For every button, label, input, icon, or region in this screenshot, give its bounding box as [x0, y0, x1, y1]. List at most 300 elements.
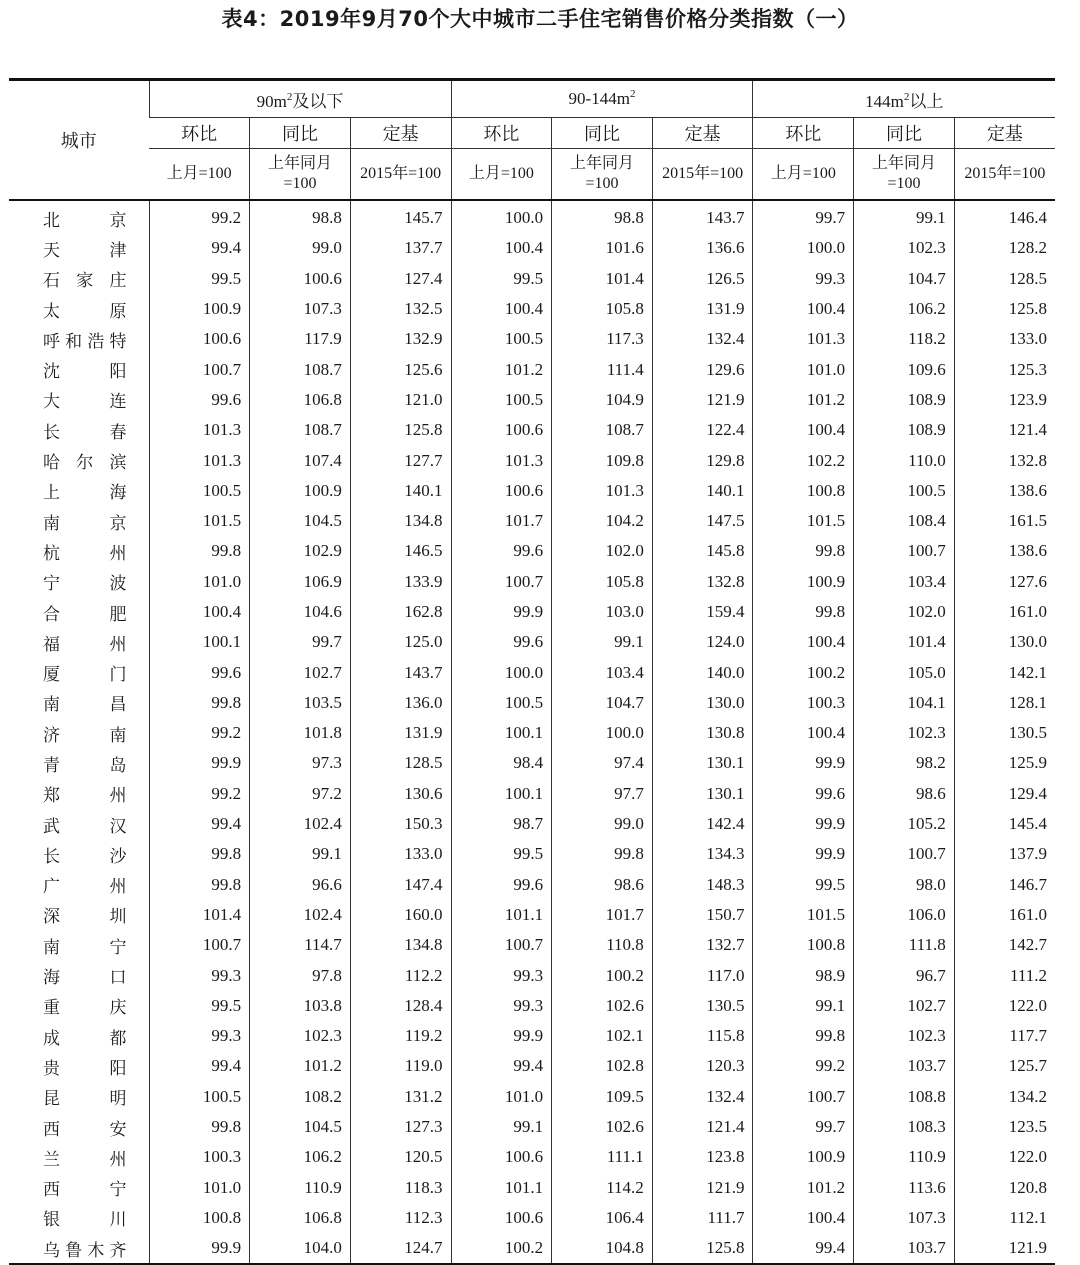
index-value: 104.2 [552, 506, 653, 536]
index-value: 100.7 [451, 567, 552, 597]
index-value: 100.5 [451, 385, 552, 415]
base-header [854, 149, 955, 201]
index-value: 99.2 [149, 779, 250, 809]
index-value: 100.5 [451, 324, 552, 354]
table-row [9, 415, 1055, 445]
index-value: 102.0 [552, 536, 653, 566]
index-value: 110.8 [552, 930, 653, 960]
index-value: 142.7 [954, 930, 1055, 960]
index-value: 112.2 [350, 960, 451, 990]
index-value: 100.4 [451, 233, 552, 263]
index-value: 108.7 [250, 354, 351, 384]
city-name: 长春 [43, 422, 127, 443]
index-value: 121.0 [350, 385, 451, 415]
index-value: 108.4 [854, 506, 955, 536]
index-value: 125.8 [350, 415, 451, 445]
city-name: 哈尔滨 [43, 453, 127, 474]
index-value: 99.3 [149, 1021, 250, 1051]
index-value: 99.6 [451, 627, 552, 657]
index-value: 100.8 [149, 1203, 250, 1233]
index-value: 101.5 [753, 506, 854, 536]
table-row [9, 1173, 1055, 1203]
index-value: 102.9 [250, 536, 351, 566]
index-value: 110.9 [854, 1142, 955, 1172]
index-value: 99.0 [250, 233, 351, 263]
index-value: 102.6 [552, 1112, 653, 1142]
city-name: 乌鲁木齐 [9, 1233, 149, 1264]
index-value: 100.8 [753, 476, 854, 506]
table-row [9, 779, 1055, 809]
index-value: 150.3 [350, 809, 451, 839]
index-value: 99.1 [753, 991, 854, 1021]
index-value: 101.4 [149, 900, 250, 930]
index-value: 101.1 [451, 1173, 552, 1203]
index-value: 99.1 [854, 200, 955, 233]
index-value: 100.7 [753, 1082, 854, 1112]
price-index-table [9, 78, 1055, 1265]
index-value: 133.9 [350, 567, 451, 597]
city-name: 厦门 [43, 665, 127, 686]
index-value: 99.6 [149, 385, 250, 415]
city-name: 沈阳 [43, 362, 127, 383]
index-value: 102.8 [552, 1051, 653, 1081]
index-value: 115.8 [652, 1021, 753, 1051]
index-value: 100.2 [552, 960, 653, 990]
index-value: 128.2 [954, 233, 1055, 263]
index-value: 98.7 [451, 809, 552, 839]
base-header-line2: =100 [585, 175, 619, 192]
index-value: 99.9 [149, 748, 250, 778]
city-name: 青岛 [43, 755, 127, 776]
index-value: 123.9 [954, 385, 1055, 415]
index-value: 101.2 [753, 385, 854, 415]
table-row [9, 536, 1055, 566]
index-value: 104.1 [854, 688, 955, 718]
city-name: 上海 [43, 483, 127, 504]
city-name: 太原 [43, 301, 127, 322]
index-value: 125.8 [652, 1233, 753, 1264]
index-value: 104.7 [854, 264, 955, 294]
table-row [9, 1021, 1055, 1051]
index-value: 101.4 [552, 264, 653, 294]
index-value: 117.7 [954, 1021, 1055, 1051]
index-value: 100.5 [451, 688, 552, 718]
table-row [9, 1142, 1055, 1172]
city-name: 海口 [43, 968, 127, 989]
index-value: 160.0 [350, 900, 451, 930]
index-value: 100.4 [753, 1203, 854, 1233]
index-value: 101.3 [552, 476, 653, 506]
base-header-line1: 上月=100 [468, 165, 534, 182]
index-value: 132.5 [350, 294, 451, 324]
index-value: 128.5 [954, 264, 1055, 294]
index-value: 108.7 [552, 415, 653, 445]
table-row [9, 324, 1055, 354]
index-value: 132.4 [652, 324, 753, 354]
index-value: 137.7 [350, 233, 451, 263]
city-name: 兰州 [43, 1149, 127, 1170]
metric-header: 定基 [954, 118, 1055, 149]
metric-header: 环比 [451, 118, 552, 149]
city-name: 重庆 [43, 998, 127, 1019]
index-value: 122.4 [652, 415, 753, 445]
table-row [9, 597, 1055, 627]
index-value: 148.3 [652, 870, 753, 900]
index-value: 105.0 [854, 657, 955, 687]
index-value: 146.4 [954, 200, 1055, 233]
index-value: 125.9 [954, 748, 1055, 778]
index-value: 100.5 [149, 476, 250, 506]
table-row [9, 1203, 1055, 1233]
table-row [9, 264, 1055, 294]
index-value: 100.3 [149, 1142, 250, 1172]
index-value: 106.8 [250, 1203, 351, 1233]
index-value: 132.8 [652, 567, 753, 597]
city-name: 南昌 [43, 695, 127, 716]
index-value: 99.8 [753, 597, 854, 627]
index-value: 113.6 [854, 1173, 955, 1203]
index-value: 99.9 [753, 839, 854, 869]
base-header [954, 149, 1055, 201]
city-name: 济南 [43, 725, 127, 746]
index-value: 119.2 [350, 1021, 451, 1051]
index-value: 100.6 [451, 1203, 552, 1233]
index-value: 111.8 [854, 930, 955, 960]
index-value: 120.5 [350, 1142, 451, 1172]
index-value: 98.8 [250, 200, 351, 233]
index-value: 101.3 [753, 324, 854, 354]
index-value: 145.8 [652, 536, 753, 566]
index-value: 130.0 [652, 688, 753, 718]
index-value: 99.3 [451, 991, 552, 1021]
index-value: 110.0 [854, 445, 955, 475]
index-value: 99.8 [552, 839, 653, 869]
index-value: 132.8 [954, 445, 1055, 475]
index-value: 99.3 [451, 960, 552, 990]
index-value: 102.3 [854, 1021, 955, 1051]
index-value: 130.1 [652, 748, 753, 778]
index-value: 106.0 [854, 900, 955, 930]
index-value: 138.6 [954, 476, 1055, 506]
index-value: 99.7 [753, 1112, 854, 1142]
index-value: 104.7 [552, 688, 653, 718]
index-value: 100.3 [753, 688, 854, 718]
index-value: 117.0 [652, 960, 753, 990]
index-value: 124.0 [652, 627, 753, 657]
metric-header: 同比 [854, 118, 955, 149]
table-row [9, 233, 1055, 263]
table-row [9, 930, 1055, 960]
index-value: 121.9 [652, 1173, 753, 1203]
index-value: 125.6 [350, 354, 451, 384]
index-value: 133.0 [954, 324, 1055, 354]
index-value: 100.1 [149, 627, 250, 657]
index-value: 121.4 [652, 1112, 753, 1142]
city-name: 合肥 [43, 604, 127, 625]
base-header [350, 149, 451, 201]
index-value: 100.1 [451, 718, 552, 748]
index-value: 125.8 [954, 294, 1055, 324]
index-value: 101.5 [149, 506, 250, 536]
city-column-header: 城市 [9, 80, 149, 201]
index-value: 100.1 [451, 779, 552, 809]
table-row [9, 354, 1055, 384]
index-value: 101.4 [854, 627, 955, 657]
index-value: 99.9 [149, 1233, 250, 1264]
base-header-line1: 上月=100 [770, 165, 836, 182]
index-value: 97.7 [552, 779, 653, 809]
index-value: 104.0 [250, 1233, 351, 1264]
index-value: 111.2 [954, 960, 1055, 990]
index-value: 102.4 [250, 809, 351, 839]
index-value: 161.0 [954, 900, 1055, 930]
table-row [9, 900, 1055, 930]
index-value: 118.3 [350, 1173, 451, 1203]
index-value: 99.5 [149, 991, 250, 1021]
metric-header: 同比 [552, 118, 653, 149]
index-value: 109.6 [854, 354, 955, 384]
index-value: 103.0 [552, 597, 653, 627]
city-name: 呼和浩特 [43, 331, 127, 352]
index-value: 99.7 [753, 200, 854, 233]
city-name: 深圳 [43, 907, 127, 928]
index-value: 99.4 [451, 1051, 552, 1081]
index-value: 111.1 [552, 1142, 653, 1172]
index-value: 99.4 [149, 809, 250, 839]
index-value: 100.5 [854, 476, 955, 506]
index-value: 121.4 [954, 415, 1055, 445]
index-value: 98.4 [451, 748, 552, 778]
index-value: 100.9 [149, 294, 250, 324]
index-value: 100.7 [854, 536, 955, 566]
index-value: 107.3 [854, 1203, 955, 1233]
index-value: 102.0 [854, 597, 955, 627]
index-value: 121.9 [954, 1233, 1055, 1264]
index-value: 128.1 [954, 688, 1055, 718]
index-value: 134.8 [350, 930, 451, 960]
index-value: 98.6 [552, 870, 653, 900]
index-value: 109.5 [552, 1082, 653, 1112]
index-value: 102.2 [753, 445, 854, 475]
index-value: 133.0 [350, 839, 451, 869]
index-value: 99.6 [451, 870, 552, 900]
index-value: 127.7 [350, 445, 451, 475]
index-value: 100.6 [451, 1142, 552, 1172]
index-value: 105.8 [552, 294, 653, 324]
index-value: 103.7 [854, 1051, 955, 1081]
index-value: 99.9 [753, 809, 854, 839]
index-value: 101.2 [250, 1051, 351, 1081]
index-value: 159.4 [652, 597, 753, 627]
city-name: 北京 [43, 210, 127, 231]
table-row [9, 567, 1055, 597]
base-header-line2: =100 [283, 175, 317, 192]
city-name: 大连 [43, 392, 127, 413]
table-row [9, 960, 1055, 990]
index-value: 100.6 [451, 415, 552, 445]
index-value: 105.2 [854, 809, 955, 839]
index-value: 100.4 [753, 415, 854, 445]
index-value: 96.6 [250, 870, 351, 900]
index-value: 128.4 [350, 991, 451, 1021]
index-value: 102.1 [552, 1021, 653, 1051]
index-value: 99.0 [552, 809, 653, 839]
index-value: 124.7 [350, 1233, 451, 1264]
index-value: 100.7 [149, 354, 250, 384]
index-value: 136.6 [652, 233, 753, 263]
table-row [9, 1233, 1055, 1264]
table-row [9, 294, 1055, 324]
index-value: 146.5 [350, 536, 451, 566]
index-value: 99.9 [451, 597, 552, 627]
index-value: 105.8 [552, 567, 653, 597]
base-header-line1: 2015年=100 [662, 165, 744, 182]
index-value: 99.6 [753, 779, 854, 809]
index-value: 103.8 [250, 991, 351, 1021]
base-header-line1: 2015年=100 [360, 165, 442, 182]
index-value: 143.7 [350, 657, 451, 687]
index-value: 102.3 [854, 718, 955, 748]
index-value: 110.9 [250, 1173, 351, 1203]
index-value: 100.0 [451, 200, 552, 233]
index-value: 102.3 [250, 1021, 351, 1051]
index-value: 100.6 [451, 476, 552, 506]
table-row [9, 445, 1055, 475]
city-name: 石家庄 [43, 271, 127, 292]
index-value: 106.8 [250, 385, 351, 415]
index-value: 111.7 [652, 1203, 753, 1233]
index-value: 104.5 [250, 506, 351, 536]
city-name: 成都 [43, 1028, 127, 1049]
group-header-large: $144m^2$以上 [753, 80, 1055, 118]
index-value: 132.9 [350, 324, 451, 354]
index-value: 96.7 [854, 960, 955, 990]
index-value: 99.5 [451, 264, 552, 294]
index-value: 100.6 [149, 324, 250, 354]
metric-header: 定基 [652, 118, 753, 149]
index-value: 104.6 [250, 597, 351, 627]
city-name: 宁波 [43, 574, 127, 595]
metric-header: 定基 [350, 118, 451, 149]
index-value: 98.6 [854, 779, 955, 809]
city-name: 银川 [43, 1210, 127, 1231]
index-value: 108.8 [854, 1082, 955, 1112]
table-row [9, 1051, 1055, 1081]
index-value: 147.5 [652, 506, 753, 536]
index-value: 106.2 [854, 294, 955, 324]
index-value: 132.7 [652, 930, 753, 960]
index-value: 99.4 [149, 233, 250, 263]
index-value: 99.2 [149, 718, 250, 748]
base-header-line1: 上月=100 [166, 165, 232, 182]
index-value: 114.2 [552, 1173, 653, 1203]
city-name: 广州 [43, 877, 127, 898]
metric-header: 环比 [753, 118, 854, 149]
index-value: 97.8 [250, 960, 351, 990]
index-value: 99.7 [250, 627, 351, 657]
index-value: 123.5 [954, 1112, 1055, 1142]
index-value: 130.0 [954, 627, 1055, 657]
index-value: 111.4 [552, 354, 653, 384]
index-value: 97.2 [250, 779, 351, 809]
group-header-small: $90m^2$及以下 [149, 80, 451, 118]
base-header [552, 149, 653, 201]
index-value: 99.8 [753, 536, 854, 566]
index-value: 99.9 [451, 1021, 552, 1051]
index-value: 145.4 [954, 809, 1055, 839]
index-value: 103.5 [250, 688, 351, 718]
index-value: 104.9 [552, 385, 653, 415]
base-header [149, 149, 250, 201]
index-value: 102.3 [854, 233, 955, 263]
index-value: 100.4 [451, 294, 552, 324]
index-value: 99.8 [149, 839, 250, 869]
index-value: 130.5 [652, 991, 753, 1021]
index-value: 125.3 [954, 354, 1055, 384]
index-value: 130.5 [954, 718, 1055, 748]
index-value: 103.4 [552, 657, 653, 687]
index-value: 98.9 [753, 960, 854, 990]
index-value: 132.4 [652, 1082, 753, 1112]
table-row [9, 506, 1055, 536]
index-value: 99.8 [149, 536, 250, 566]
index-value: 108.9 [854, 385, 955, 415]
index-value: 117.9 [250, 324, 351, 354]
city-name: 贵阳 [43, 1058, 127, 1079]
city-name: 南宁 [43, 937, 127, 958]
table-row [9, 1082, 1055, 1112]
index-value: 106.4 [552, 1203, 653, 1233]
base-header-line1: 上年同月 [569, 155, 634, 172]
index-value: 126.5 [652, 264, 753, 294]
index-value: 140.1 [652, 476, 753, 506]
index-value: 102.7 [854, 991, 955, 1021]
index-value: 101.3 [149, 415, 250, 445]
index-value: 117.3 [552, 324, 653, 354]
index-value: 134.3 [652, 839, 753, 869]
table-title: 表4：2019年9月70个大中城市二手住宅销售价格分类指数（一） [221, 7, 859, 31]
city-name: 南京 [43, 513, 127, 534]
index-value: 101.7 [451, 506, 552, 536]
index-value: 99.8 [149, 1112, 250, 1142]
index-value: 118.2 [854, 324, 955, 354]
index-value: 106.9 [250, 567, 351, 597]
index-value: 99.1 [552, 627, 653, 657]
index-value: 99.5 [451, 839, 552, 869]
city-name: 武汉 [43, 816, 127, 837]
index-value: 99.1 [451, 1112, 552, 1142]
base-header [451, 149, 552, 201]
index-value: 107.3 [250, 294, 351, 324]
index-value: 99.8 [753, 1021, 854, 1051]
index-value: 101.7 [552, 900, 653, 930]
index-value: 120.8 [954, 1173, 1055, 1203]
index-value: 99.6 [451, 536, 552, 566]
index-value: 100.2 [451, 1233, 552, 1264]
index-value: 123.8 [652, 1142, 753, 1172]
index-value: 129.4 [954, 779, 1055, 809]
index-value: 101.0 [149, 567, 250, 597]
index-value: 101.2 [753, 1173, 854, 1203]
index-value: 99.9 [753, 748, 854, 778]
index-value: 130.1 [652, 779, 753, 809]
city-name: 郑州 [43, 786, 127, 807]
base-header [652, 149, 753, 201]
index-value: 129.8 [652, 445, 753, 475]
index-value: 120.3 [652, 1051, 753, 1081]
index-value: 99.3 [753, 264, 854, 294]
index-value: 101.3 [451, 445, 552, 475]
